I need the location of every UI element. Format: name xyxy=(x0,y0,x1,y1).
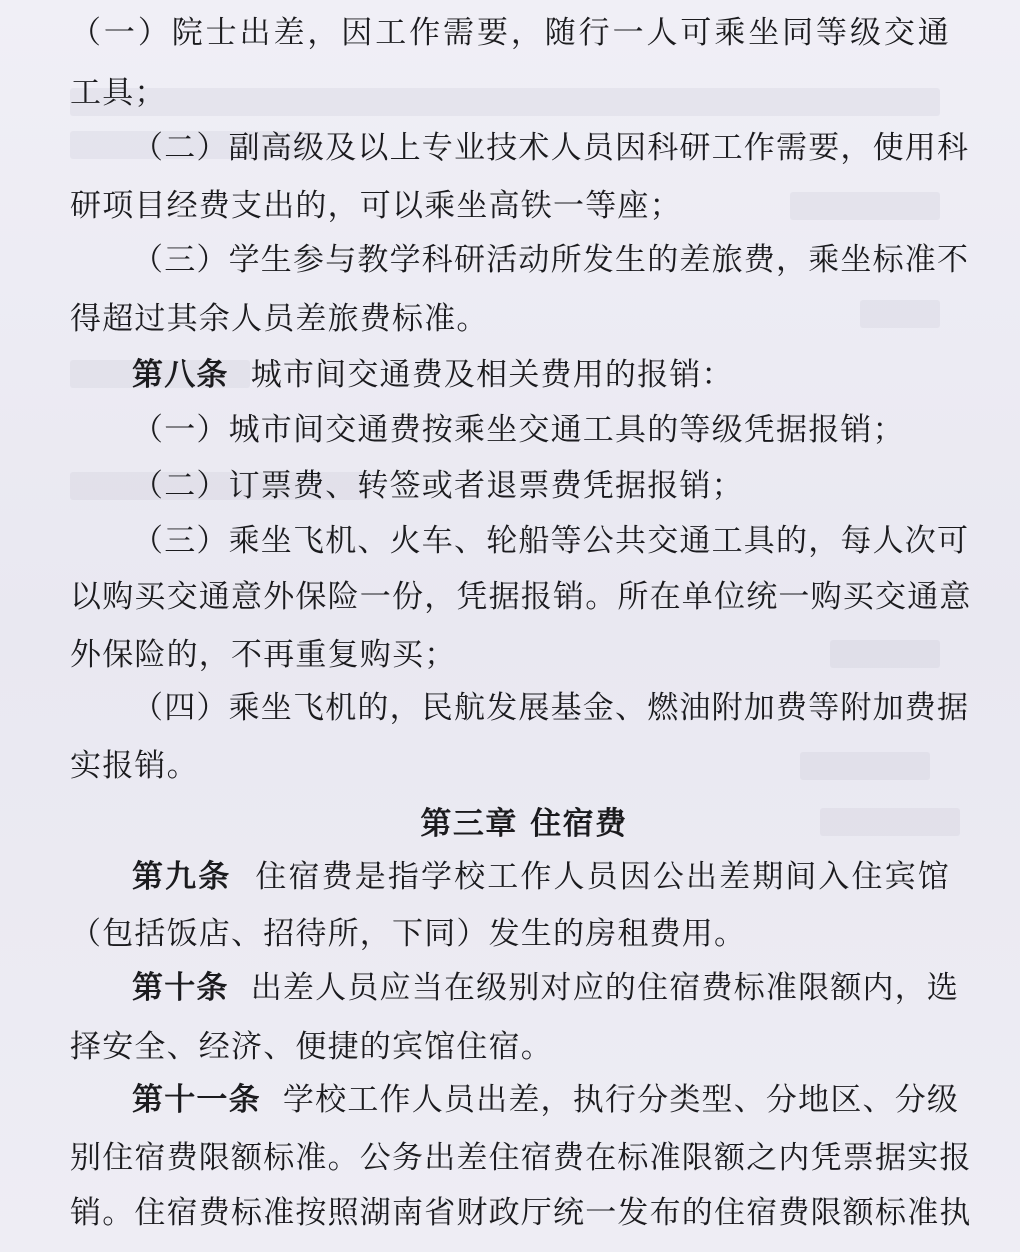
text-line: （三）学生参与教学科研活动所发生的差旅费，乘坐标准不 xyxy=(132,242,970,278)
text-line: 研项目经费支出的，可以乘坐高铁一等座； xyxy=(70,188,682,224)
text-line: （一）城市间交通费按乘坐交通工具的等级凭据报销； xyxy=(132,412,905,448)
text-line: （一）院士出差，因工作需要，随行一人可乘坐同等级交通 xyxy=(70,15,950,51)
text-line: 择安全、经济、便捷的宾馆住宿。 xyxy=(70,1029,553,1065)
article-label: 第十一条 xyxy=(132,1082,261,1118)
text-line: 外保险的，不再重复购买； xyxy=(70,637,457,673)
article-11-line: 第十一条 学校工作人员出差，执行分类型、分地区、分级 xyxy=(132,1082,960,1118)
text-line: 得超过其余人员差旅费标准。 xyxy=(70,301,489,337)
text-line: 别住宿费限额标准。公务出差住宿费在标准限额之内凭票据实报 xyxy=(70,1140,972,1176)
article-10-line: 第十条 出差人员应当在级别对应的住宿费标准限额内，选 xyxy=(132,970,960,1006)
chapter-heading: 第三章 住宿费 xyxy=(420,806,628,842)
article-label: 第九条 xyxy=(132,859,232,895)
text-line: （包括饭店、招待所，下同）发生的房租费用。 xyxy=(70,916,747,952)
text-line: （二）副高级及以上专业技术人员因科研工作需要，使用科 xyxy=(132,130,970,166)
text-line: 销。住宿费标准按照湖南省财政厅统一发布的住宿费限额标准执 xyxy=(70,1195,972,1231)
article-8-line: 第八条 城市间交通费及相关费用的报销： xyxy=(132,357,734,393)
article-9-line: 第九条 住宿费是指学校工作人员因公出差期间入住宾馆 xyxy=(132,859,951,895)
text-line: （二）订票费、转签或者退票费凭据报销； xyxy=(132,468,744,504)
text-line: 实报销。 xyxy=(70,748,199,784)
text-line: （三）乘坐飞机、火车、轮船等公共交通工具的，每人次可 xyxy=(132,523,970,559)
text-line: 以购买交通意外保险一份，凭据报销。所在单位统一购买交通意 xyxy=(70,579,972,615)
text-line: 工具； xyxy=(70,75,167,111)
text-line: （四）乘坐飞机的，民航发展基金、燃油附加费等附加费据 xyxy=(132,690,970,726)
article-label: 第八条 xyxy=(132,357,229,393)
article-label: 第十条 xyxy=(132,970,229,1006)
